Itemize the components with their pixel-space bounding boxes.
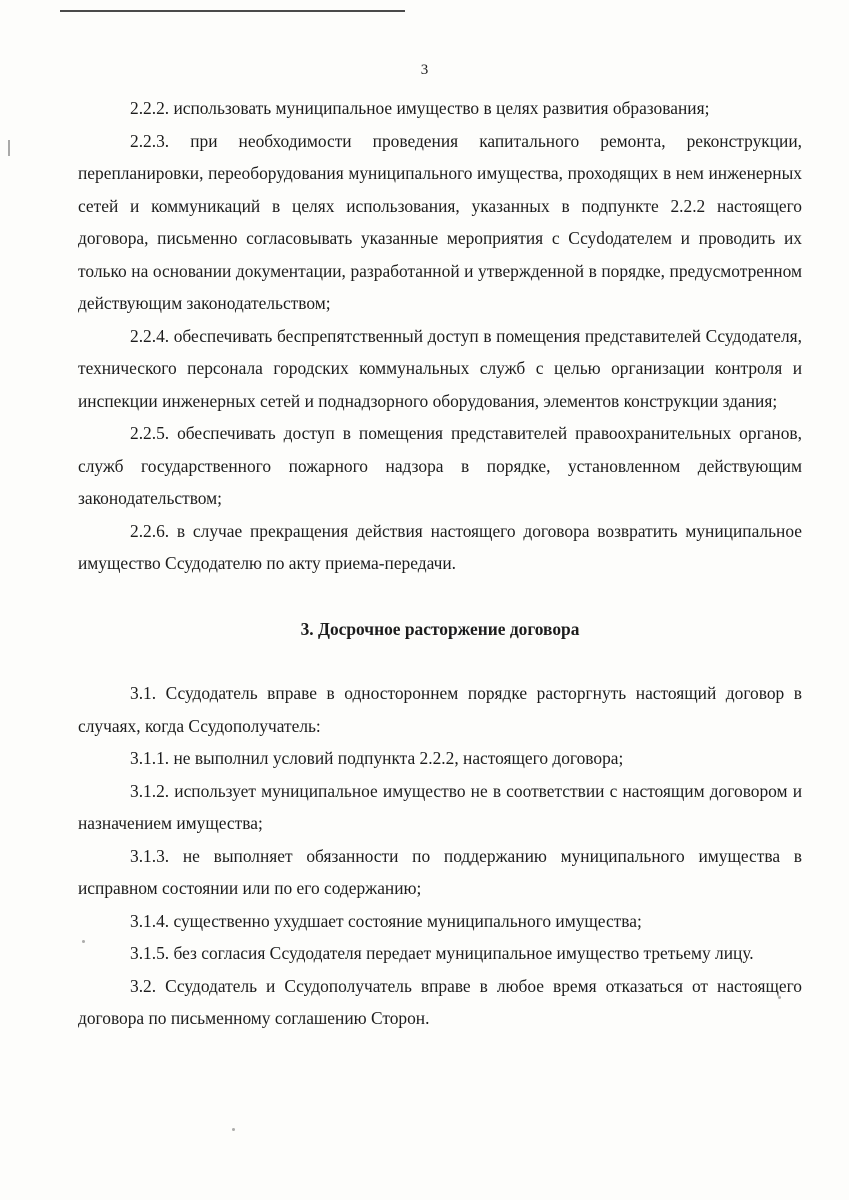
document-body [78, 92, 802, 1035]
paragraph-2-2-2: 2.2.2. использовать муниципальное имущество в целях развития образования; [130, 98, 710, 118]
spacer [78, 645, 802, 677]
paragraph-3-1-3: 3.1.3. не выполняет обязанности по поддержанию муниципального имущества в исправном состоянии или по его содержанию; [78, 845, 802, 898]
paragraph-2-2-3: 2.2.3. при необходимости проведения капитального ремонта, реконструкции, перепланировки, переоборудования муниципального имущества, проходящих в нем инженерных сетей и коммуникаций в целях использования, указанных в подпункте 2.2.2 настоящего договора, письменно согласовывать указанные мероприятия с Ссуdодателем и проводить их только на основании документации, разработанной и утвержденной в порядке, предусмотренном действующим законодательством; [78, 130, 802, 313]
paragraph-3-1-4: 3.1.4. существенно ухудшает состояние муниципального имущества; [130, 910, 642, 931]
scan-left-mark [8, 140, 10, 156]
paragraph-2-2-4: 2.2.4. обеспечивать беспрепятственный доступ в помещения представителей Ссудодателя, технического персонала городских коммунальных служб с целью организации контроля и инспекции инженерных сетей и поднадзорного оборудования, элементов конструкции здания; [78, 325, 802, 411]
section-3-heading: 3. Досрочное расторжение договора [300, 618, 580, 639]
paragraph-3-1-5: 3.1.5. без согласия Ссудодателя передает муниципальное имущество третьему лицу. [130, 943, 754, 963]
paragraph-3-1-1: 3.1.1. не выполнил условий подпункта 2.2.2, настоящего договора; [130, 748, 624, 768]
paragraph-2-2-6: 2.2.6. в случае прекращения действия настоящего договора возвратить муниципальное имущество Ссудодателю по акту приема-передачи. [78, 520, 802, 573]
scan-speck [82, 940, 85, 943]
paragraph-3-2: 3.2. Ссудодатель и Ссудополучатель вправе в любое время отказаться от настоящего договора по письменному соглашению Сторон. [78, 975, 802, 1028]
scan-speck [778, 996, 781, 999]
paragraph-3-1: 3.1. Ссудодатель вправе в одностороннем порядке расторгнуть настоящий договор в случаях, когда Ссудополучатель: [78, 683, 802, 736]
scan-speck [232, 1128, 235, 1131]
scan-top-edge-line [60, 10, 405, 12]
paragraph-3-1-2: 3.1.2. использует муниципальное имущество не в соответствии с настоящим договором и назначением имущества; [78, 780, 802, 833]
paragraph-2-2-5: 2.2.5. обеспечивать доступ в помещения представителей правоохранительных органов, служб государственного пожарного надзора в порядке, установленном действующим законодательством; [78, 423, 802, 508]
page-number: 3 [420, 62, 429, 78]
spacer [78, 580, 802, 613]
